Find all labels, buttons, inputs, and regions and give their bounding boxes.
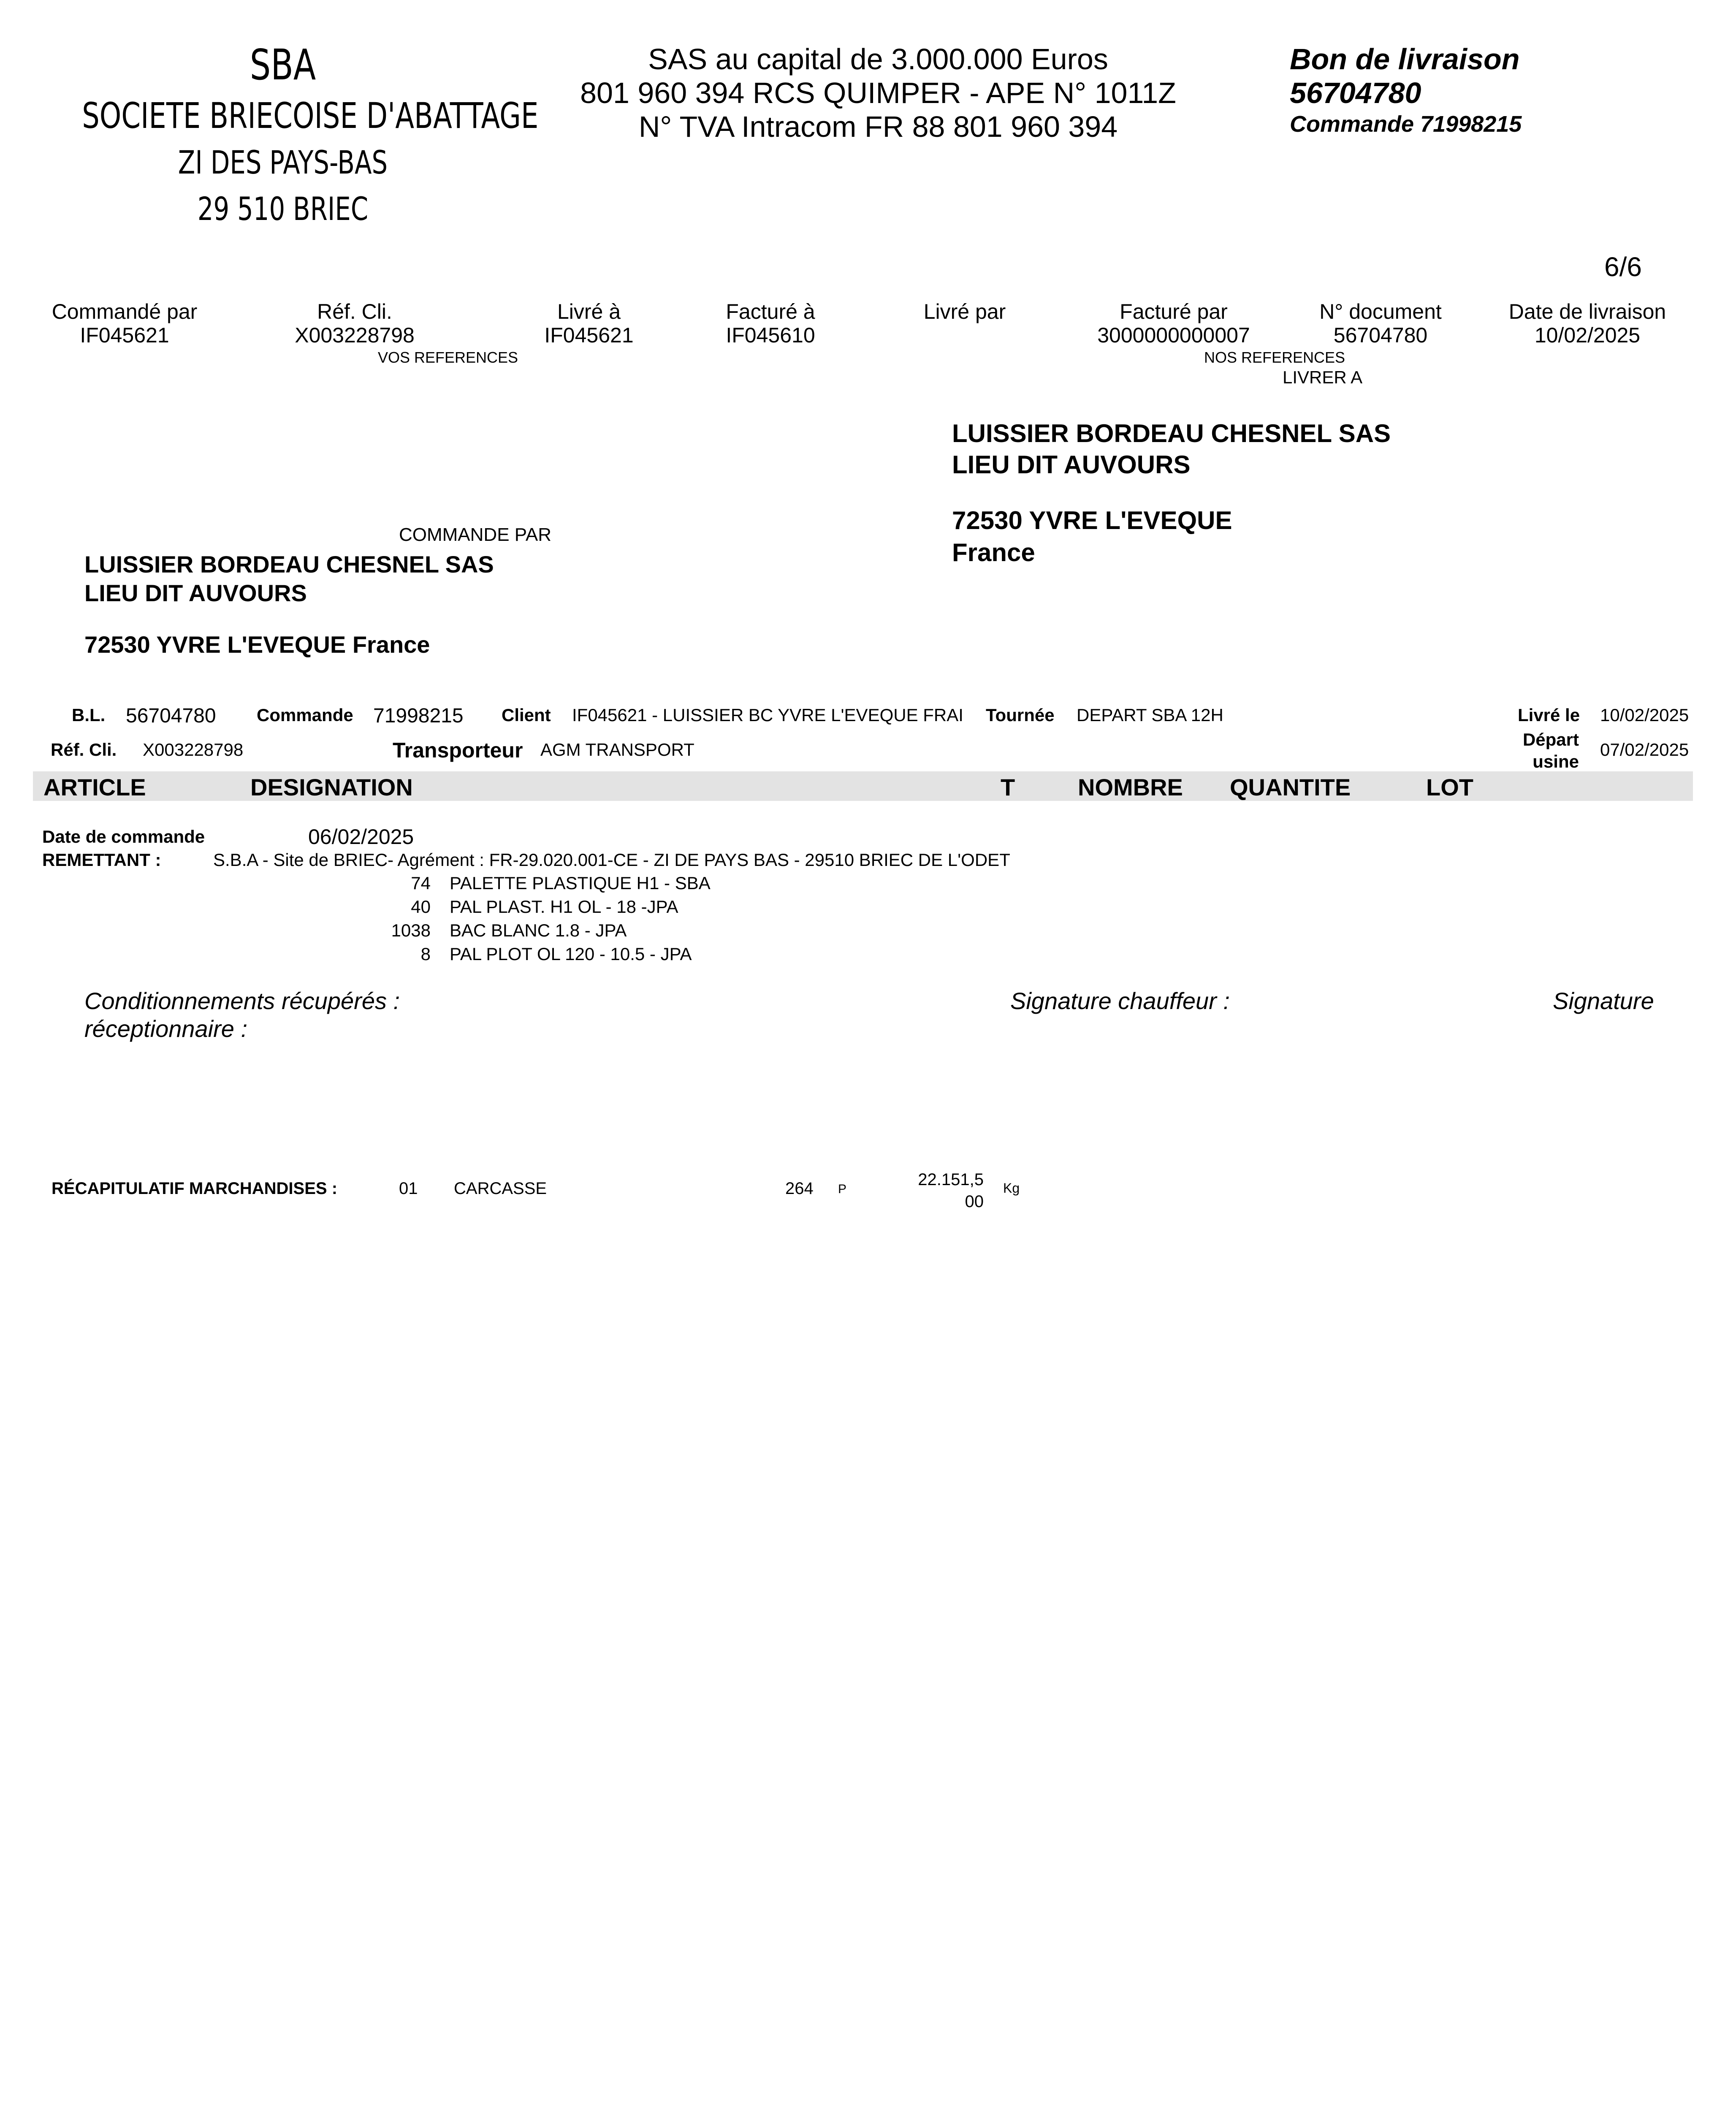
delivery-address-city bbox=[952, 505, 1232, 569]
header-col-livre-a bbox=[505, 300, 673, 347]
date-commande-value: 06/02/2025 bbox=[308, 825, 414, 849]
header-col-facture-par bbox=[1089, 300, 1258, 347]
packaging-qty: 40 bbox=[411, 897, 431, 917]
header-col-ref-cli bbox=[270, 300, 439, 347]
vos-references-caption: VOS REFERENCES bbox=[378, 349, 518, 366]
depart-label-line2: usine bbox=[1533, 752, 1579, 771]
depart-label-line1: Départ bbox=[1522, 730, 1579, 749]
col-t: T bbox=[1001, 774, 1015, 800]
conditionnements-label: Conditionnements récupérés : bbox=[84, 988, 400, 1014]
recap-label: RÉCAPITULATIF MARCHANDISES : bbox=[52, 1179, 338, 1198]
recap-product: CARCASSE bbox=[454, 1179, 547, 1198]
header-col-label: N° document bbox=[1319, 300, 1442, 323]
order-address-line1: LUISSIER BORDEAU CHESNEL SAS bbox=[84, 551, 494, 578]
document-title: Bon de livraison bbox=[1290, 43, 1520, 76]
legal-rcs: 801 960 394 RCS QUIMPER - APE N° 1011Z bbox=[580, 76, 1176, 109]
delivery-address-line2: LIEU DIT AUVOURS bbox=[952, 450, 1191, 479]
header-col-value: IF045621 bbox=[544, 323, 634, 347]
livrer-a-caption: LIVRER A bbox=[1283, 367, 1363, 387]
header-col-value: IF045610 bbox=[726, 323, 815, 347]
receptionnaire-label: réceptionnaire : bbox=[84, 1015, 248, 1042]
header-col-label: Date de livraison bbox=[1508, 300, 1666, 323]
transporteur-value: AGM TRANSPORT bbox=[540, 740, 694, 760]
date-commande-label: Date de commande bbox=[42, 827, 205, 847]
packaging-label: BAC BLANC 1.8 - JPA bbox=[450, 920, 627, 940]
header-col-value: 3000000000007 bbox=[1097, 323, 1250, 347]
client-label: Client bbox=[502, 705, 551, 725]
company-short-name: SBA bbox=[250, 40, 316, 90]
recap-weight-line2: 00 bbox=[965, 1192, 984, 1211]
commande-label: Commande bbox=[257, 705, 353, 725]
header-col-facture-a bbox=[686, 300, 855, 347]
recap-unit: Kg bbox=[1003, 1180, 1020, 1196]
company-legal-info bbox=[574, 42, 1182, 144]
recap-count: 264 bbox=[785, 1179, 814, 1198]
header-col-label: Livré par bbox=[923, 300, 1006, 323]
bl-value: 56704780 bbox=[126, 705, 216, 727]
header-col-label: Commandé par bbox=[52, 300, 198, 323]
packaging-qty: 74 bbox=[411, 873, 431, 893]
packaging-label: PAL PLAST. H1 OL - 18 -JPA bbox=[450, 897, 678, 917]
livre-le-label: Livré le bbox=[1518, 705, 1580, 725]
delivery-address bbox=[952, 418, 1391, 480]
tournee-label: Tournée bbox=[986, 705, 1055, 725]
header-col-label: Réf. Cli. bbox=[317, 300, 392, 323]
col-nombre: NOMBRE bbox=[1078, 774, 1183, 800]
recap-code: 01 bbox=[399, 1179, 418, 1198]
header-col-value: IF045621 bbox=[80, 323, 169, 347]
bl-label: B.L. bbox=[72, 705, 106, 725]
recap-weight-line1: 22.151,5 bbox=[918, 1170, 984, 1189]
ref-cli-value: X003228798 bbox=[143, 740, 244, 760]
company-address-line2: 29 510 BRIEC bbox=[197, 190, 369, 228]
commande-value: 71998215 bbox=[373, 705, 464, 727]
depart-usine-value: 07/02/2025 bbox=[1600, 740, 1689, 760]
packaging-qty: 1038 bbox=[391, 920, 431, 940]
header-col-date-livraison bbox=[1503, 300, 1672, 347]
header-col-label: Livré à bbox=[557, 300, 621, 323]
signature-label: Signature bbox=[1553, 988, 1654, 1014]
header-col-n-document bbox=[1296, 300, 1465, 347]
packaging-qty: 8 bbox=[420, 944, 431, 964]
packaging-label: PALETTE PLASTIQUE H1 - SBA bbox=[450, 873, 711, 893]
document-order-line: Commande 71998215 bbox=[1290, 111, 1522, 137]
signature-chauffeur-label: Signature chauffeur : bbox=[1010, 988, 1230, 1014]
delivery-address-line1: LUISSIER BORDEAU CHESNEL SAS bbox=[952, 419, 1391, 448]
header-col-label: Facturé à bbox=[726, 300, 815, 323]
page-number: 6/6 bbox=[1604, 252, 1642, 282]
transporteur-label: Transporteur bbox=[393, 738, 523, 762]
header-col-value: X003228798 bbox=[295, 323, 415, 347]
company-address-line1: ZI DES PAYS-BAS bbox=[178, 144, 388, 181]
livre-le-value: 10/02/2025 bbox=[1600, 705, 1689, 725]
table-header bbox=[33, 771, 1693, 801]
legal-capital: SAS au capital de 3.000.000 Euros bbox=[648, 43, 1108, 76]
recap-weight bbox=[887, 1169, 984, 1213]
order-address bbox=[84, 550, 494, 608]
depart-usine-label bbox=[1427, 729, 1579, 773]
remettant-label: REMETTANT : bbox=[42, 850, 161, 870]
delivery-address-country: France bbox=[952, 538, 1035, 567]
ref-cli-label: Réf. Cli. bbox=[51, 740, 117, 760]
packaging-label: PAL PLOT OL 120 - 10.5 - JPA bbox=[450, 944, 692, 964]
client-value: IF045621 - LUISSIER BC YVRE L'EVEQUE FRAI bbox=[572, 705, 963, 725]
header-col-value: 56704780 bbox=[1333, 323, 1428, 347]
col-article: ARTICLE bbox=[43, 774, 146, 800]
remettant-value: S.B.A - Site de BRIEC- Agrément : FR-29.020.001-CE - ZI DE PAYS BAS - 29510 BRIEC DE L'ODET bbox=[213, 850, 1010, 870]
col-quantite: QUANTITE bbox=[1230, 774, 1351, 800]
legal-vat: N° TVA Intracom FR 88 801 960 394 bbox=[638, 110, 1118, 143]
nos-references-caption: NOS REFERENCES bbox=[1204, 349, 1345, 366]
commande-par-caption: COMMANDE PAR bbox=[399, 524, 551, 545]
recap-type: P bbox=[838, 1182, 847, 1196]
company-full-name: SOCIETE BRIECOISE D'ABATTAGE bbox=[82, 95, 539, 136]
order-address-line2: LIEU DIT AUVOURS bbox=[84, 580, 307, 606]
col-lot: LOT bbox=[1426, 774, 1473, 800]
header-col-livre-par bbox=[880, 300, 1049, 323]
col-designation: DESIGNATION bbox=[250, 774, 413, 800]
header-col-value: 10/02/2025 bbox=[1534, 323, 1641, 347]
tournee-value: DEPART SBA 12H bbox=[1077, 705, 1223, 725]
delivery-address-line3: 72530 YVRE L'EVEQUE bbox=[952, 506, 1232, 535]
order-address-line3: 72530 YVRE L'EVEQUE France bbox=[84, 631, 430, 658]
document-number: 56704780 bbox=[1290, 76, 1421, 109]
header-col-label: Facturé par bbox=[1120, 300, 1228, 323]
header-col-commande-par bbox=[40, 300, 209, 347]
